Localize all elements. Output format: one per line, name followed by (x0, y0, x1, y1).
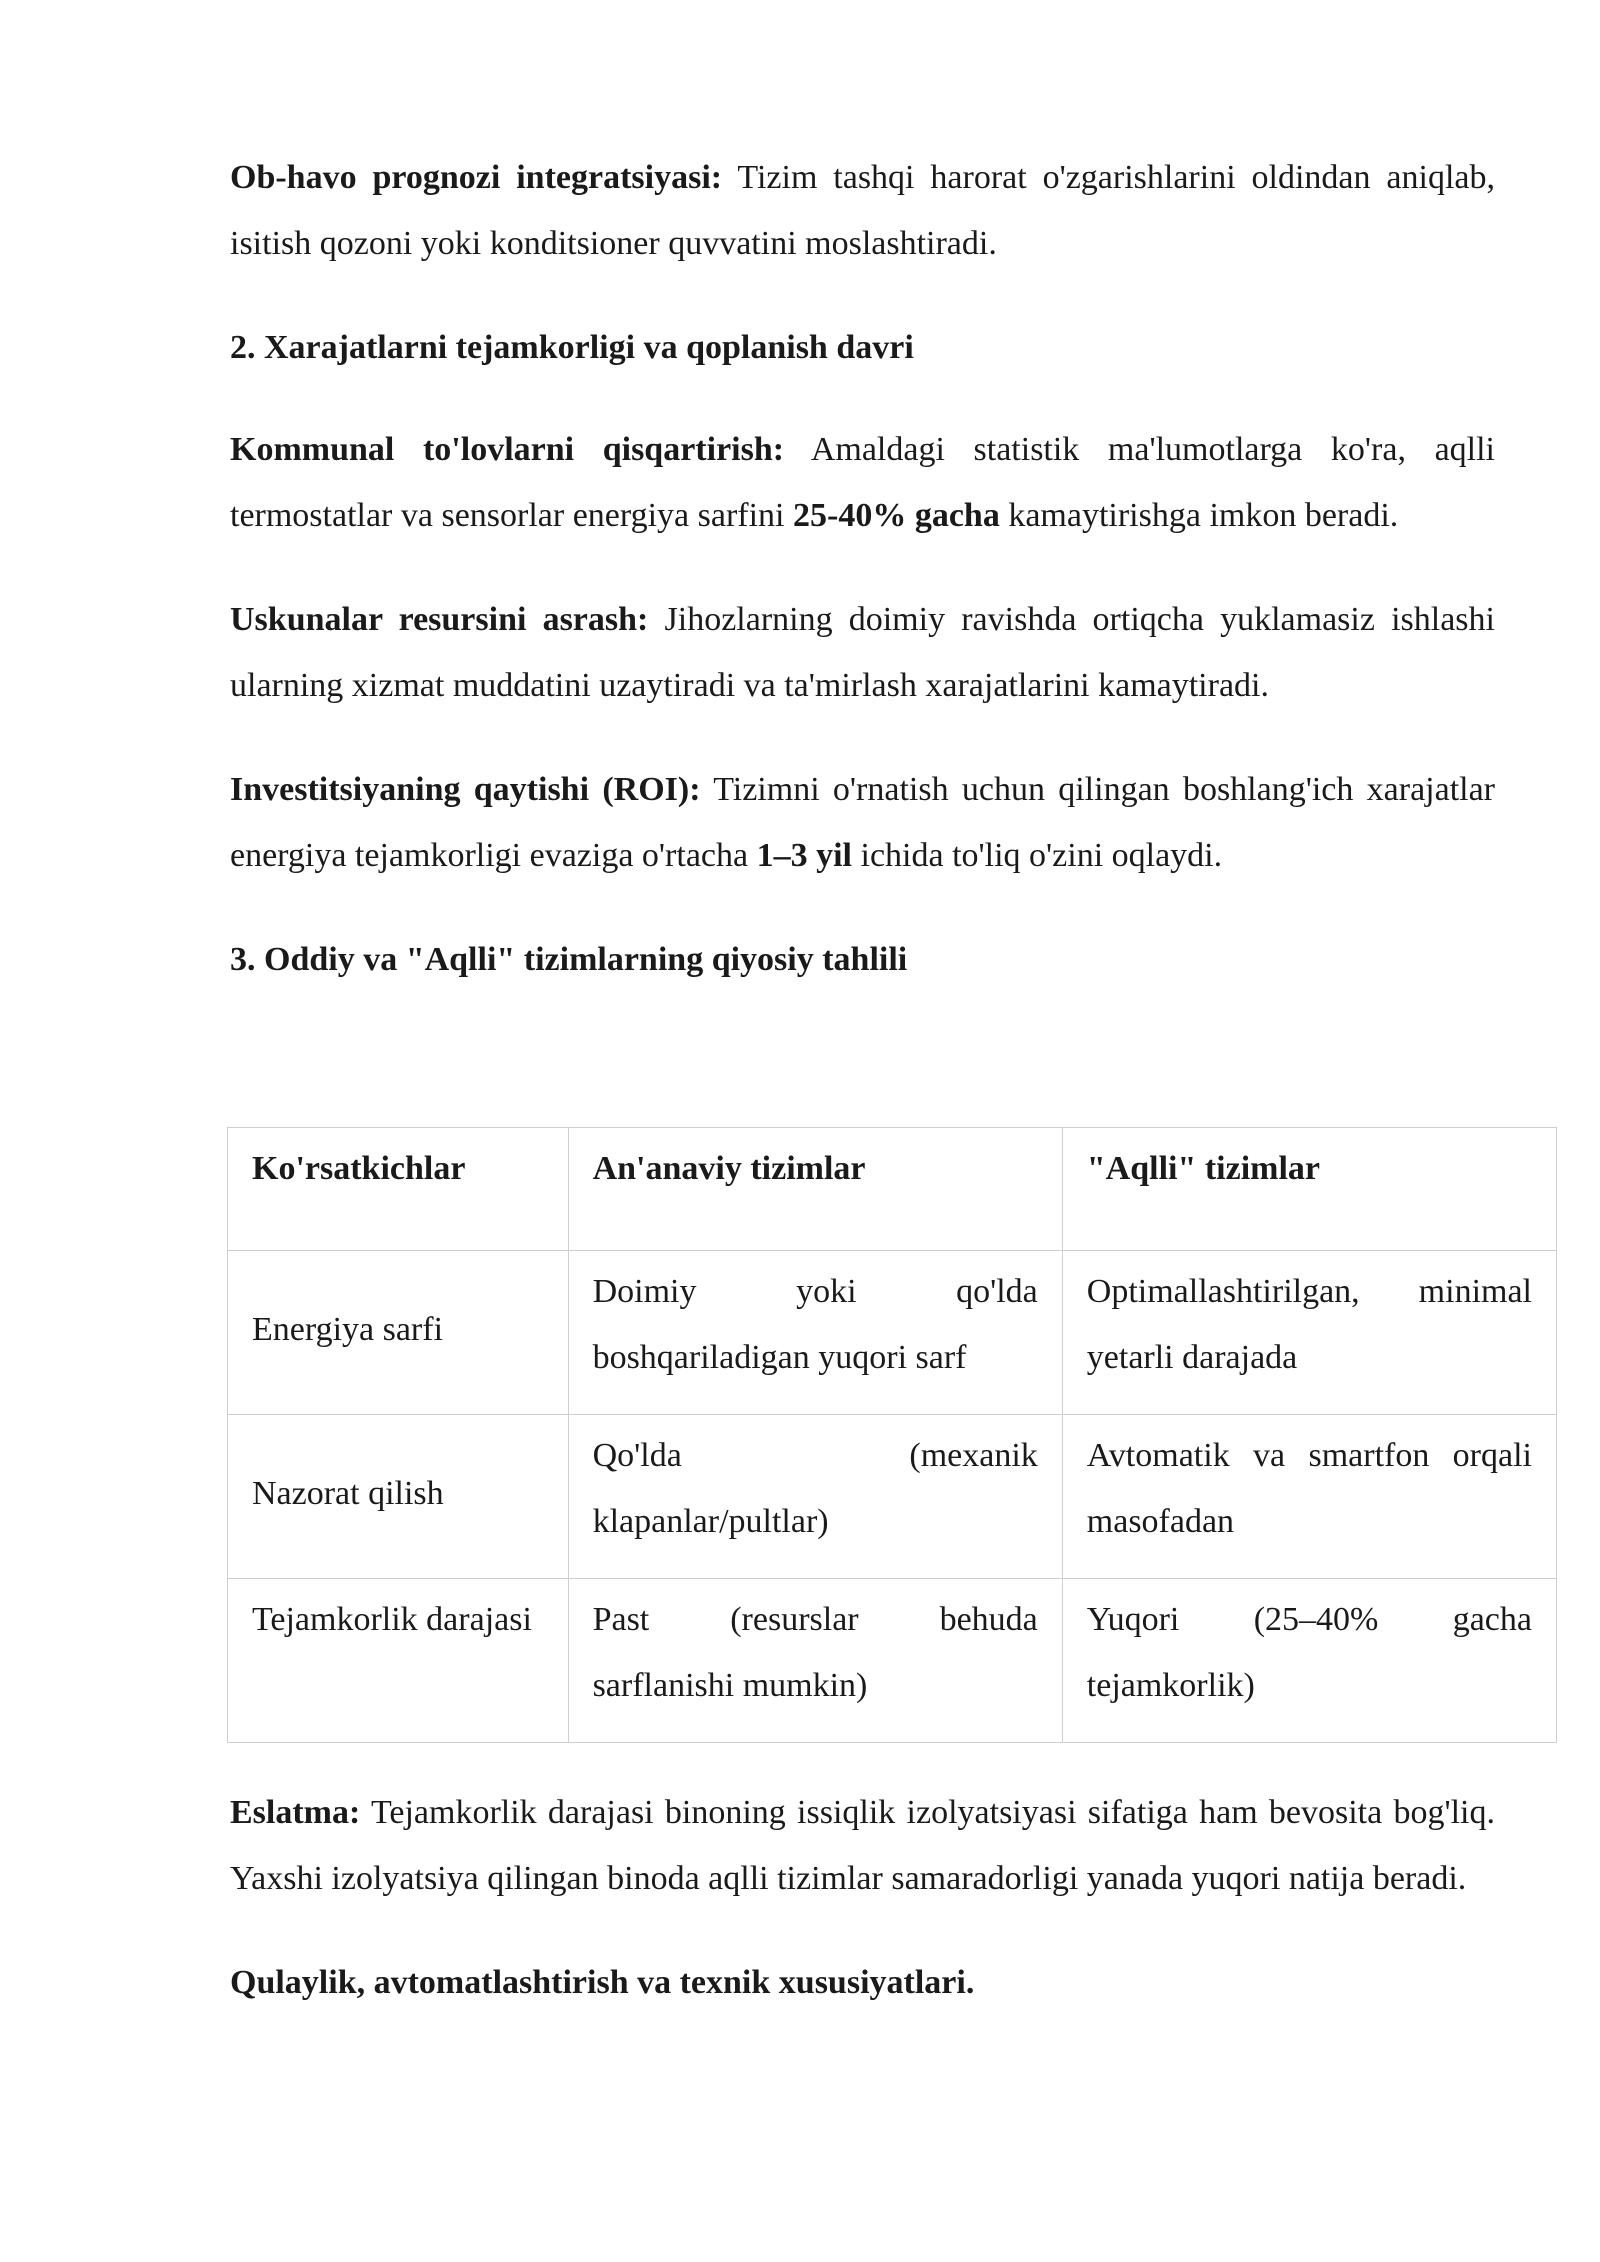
highlight-years: 1–3 yil (756, 837, 852, 874)
table-row (228, 1579, 1557, 1743)
table-header-cell: "Aqlli" tizimlar (1062, 1128, 1556, 1251)
paragraph-utility-savings (230, 417, 1495, 549)
paragraph-text: Tizim tashqi harorat o'zgarishlarini oldindan aniqlab, isitish qozoni yoki konditsioner quvvatini moslashtiradi. (230, 159, 1496, 262)
paragraph-lead: Investitsiyaning qaytishi (ROI): (230, 771, 701, 808)
table-row-label: Tejamkorlik darajasi (228, 1579, 569, 1743)
table-cell: Qo'lda (mexanik klapanlar/pultlar) (568, 1415, 1062, 1579)
paragraph-text: Tizimni o'rnatish uchun qilingan boshlang'ich xarajatlar energiya tejamkorligi evaziga o'rtacha (230, 771, 1496, 874)
table-row-label: Nazorat qilish (228, 1415, 569, 1579)
section-heading-4: Qulaylik, avtomatlashtirish va texnik xususiyatlari. (230, 1964, 975, 2001)
note-label: Eslatma: (230, 1794, 361, 1831)
comparison-table (227, 1127, 1557, 1743)
table-row-label: Energiya sarfi (228, 1251, 569, 1415)
document-body (230, 145, 1495, 993)
section-heading-2: 2. Xarajatlarni tejamkorligi va qoplanish davri (230, 329, 914, 366)
paragraph-roi (230, 757, 1495, 889)
paragraph-lead: Kommunal to'lovlarni qisqartirish: (230, 431, 785, 468)
paragraph-text: Amaldagi statistik ma'lumotlarga ko'ra, aqlli termostatlar va sensorlar energiya sarfini (230, 431, 1495, 534)
paragraph-text: Tejamkorlik darajasi binoning issiqlik izolyatsiyasi sifatiga ham bevosita bog'liq. Yaxshi izolyatsiya qilingan binoda aqlli tizimlar samaradorligi yanada yuqori natija beradi. (230, 1794, 1495, 1897)
table-row (228, 1251, 1557, 1415)
paragraph-text: kamaytirishga imkon beradi. (999, 497, 1399, 534)
table-cell: Doimiy yoki qo'lda boshqariladigan yuqori sarf (568, 1251, 1062, 1415)
table-cell: Past (resurslar behuda sarflanishi mumkin) (568, 1579, 1062, 1743)
paragraph-text: Jihozlarning doimiy ravishda ortiqcha yuklamasiz ishlashi ularning xizmat muddatini uzaytiradi va ta'mirlash xarajatlarini kamaytiradi. (230, 601, 1495, 704)
paragraph-note (230, 1780, 1495, 1912)
table-cell: Optimallashtirilgan, minimal yetarli darajada (1062, 1251, 1556, 1415)
paragraph-lead: Uskunalar resursini asrash: (230, 601, 649, 638)
table-cell: Avtomatik va smartfon orqali masofadan (1062, 1415, 1556, 1579)
table-row (228, 1415, 1557, 1579)
document-body-continued (230, 1780, 1495, 2052)
highlight-percent: 25-40% gacha (793, 497, 1000, 534)
section-heading-3: 3. Oddiy va "Aqlli" tizimlarning qiyosiy tahlili (230, 941, 908, 978)
table-header-cell: Ko'rsatkichlar (228, 1128, 569, 1251)
paragraph-weather-integration (230, 145, 1495, 277)
table-header-cell: An'anaviy tizimlar (568, 1128, 1062, 1251)
paragraph-text: ichida to'liq o'zini oqlaydi. (852, 837, 1223, 874)
table-cell: Yuqori (25–40% gacha tejamkorlik) (1062, 1579, 1556, 1743)
paragraph-equipment-life (230, 587, 1495, 719)
table-header-row (228, 1128, 1557, 1251)
paragraph-lead: Ob-havo prognozi integratsiyasi: (230, 159, 723, 196)
